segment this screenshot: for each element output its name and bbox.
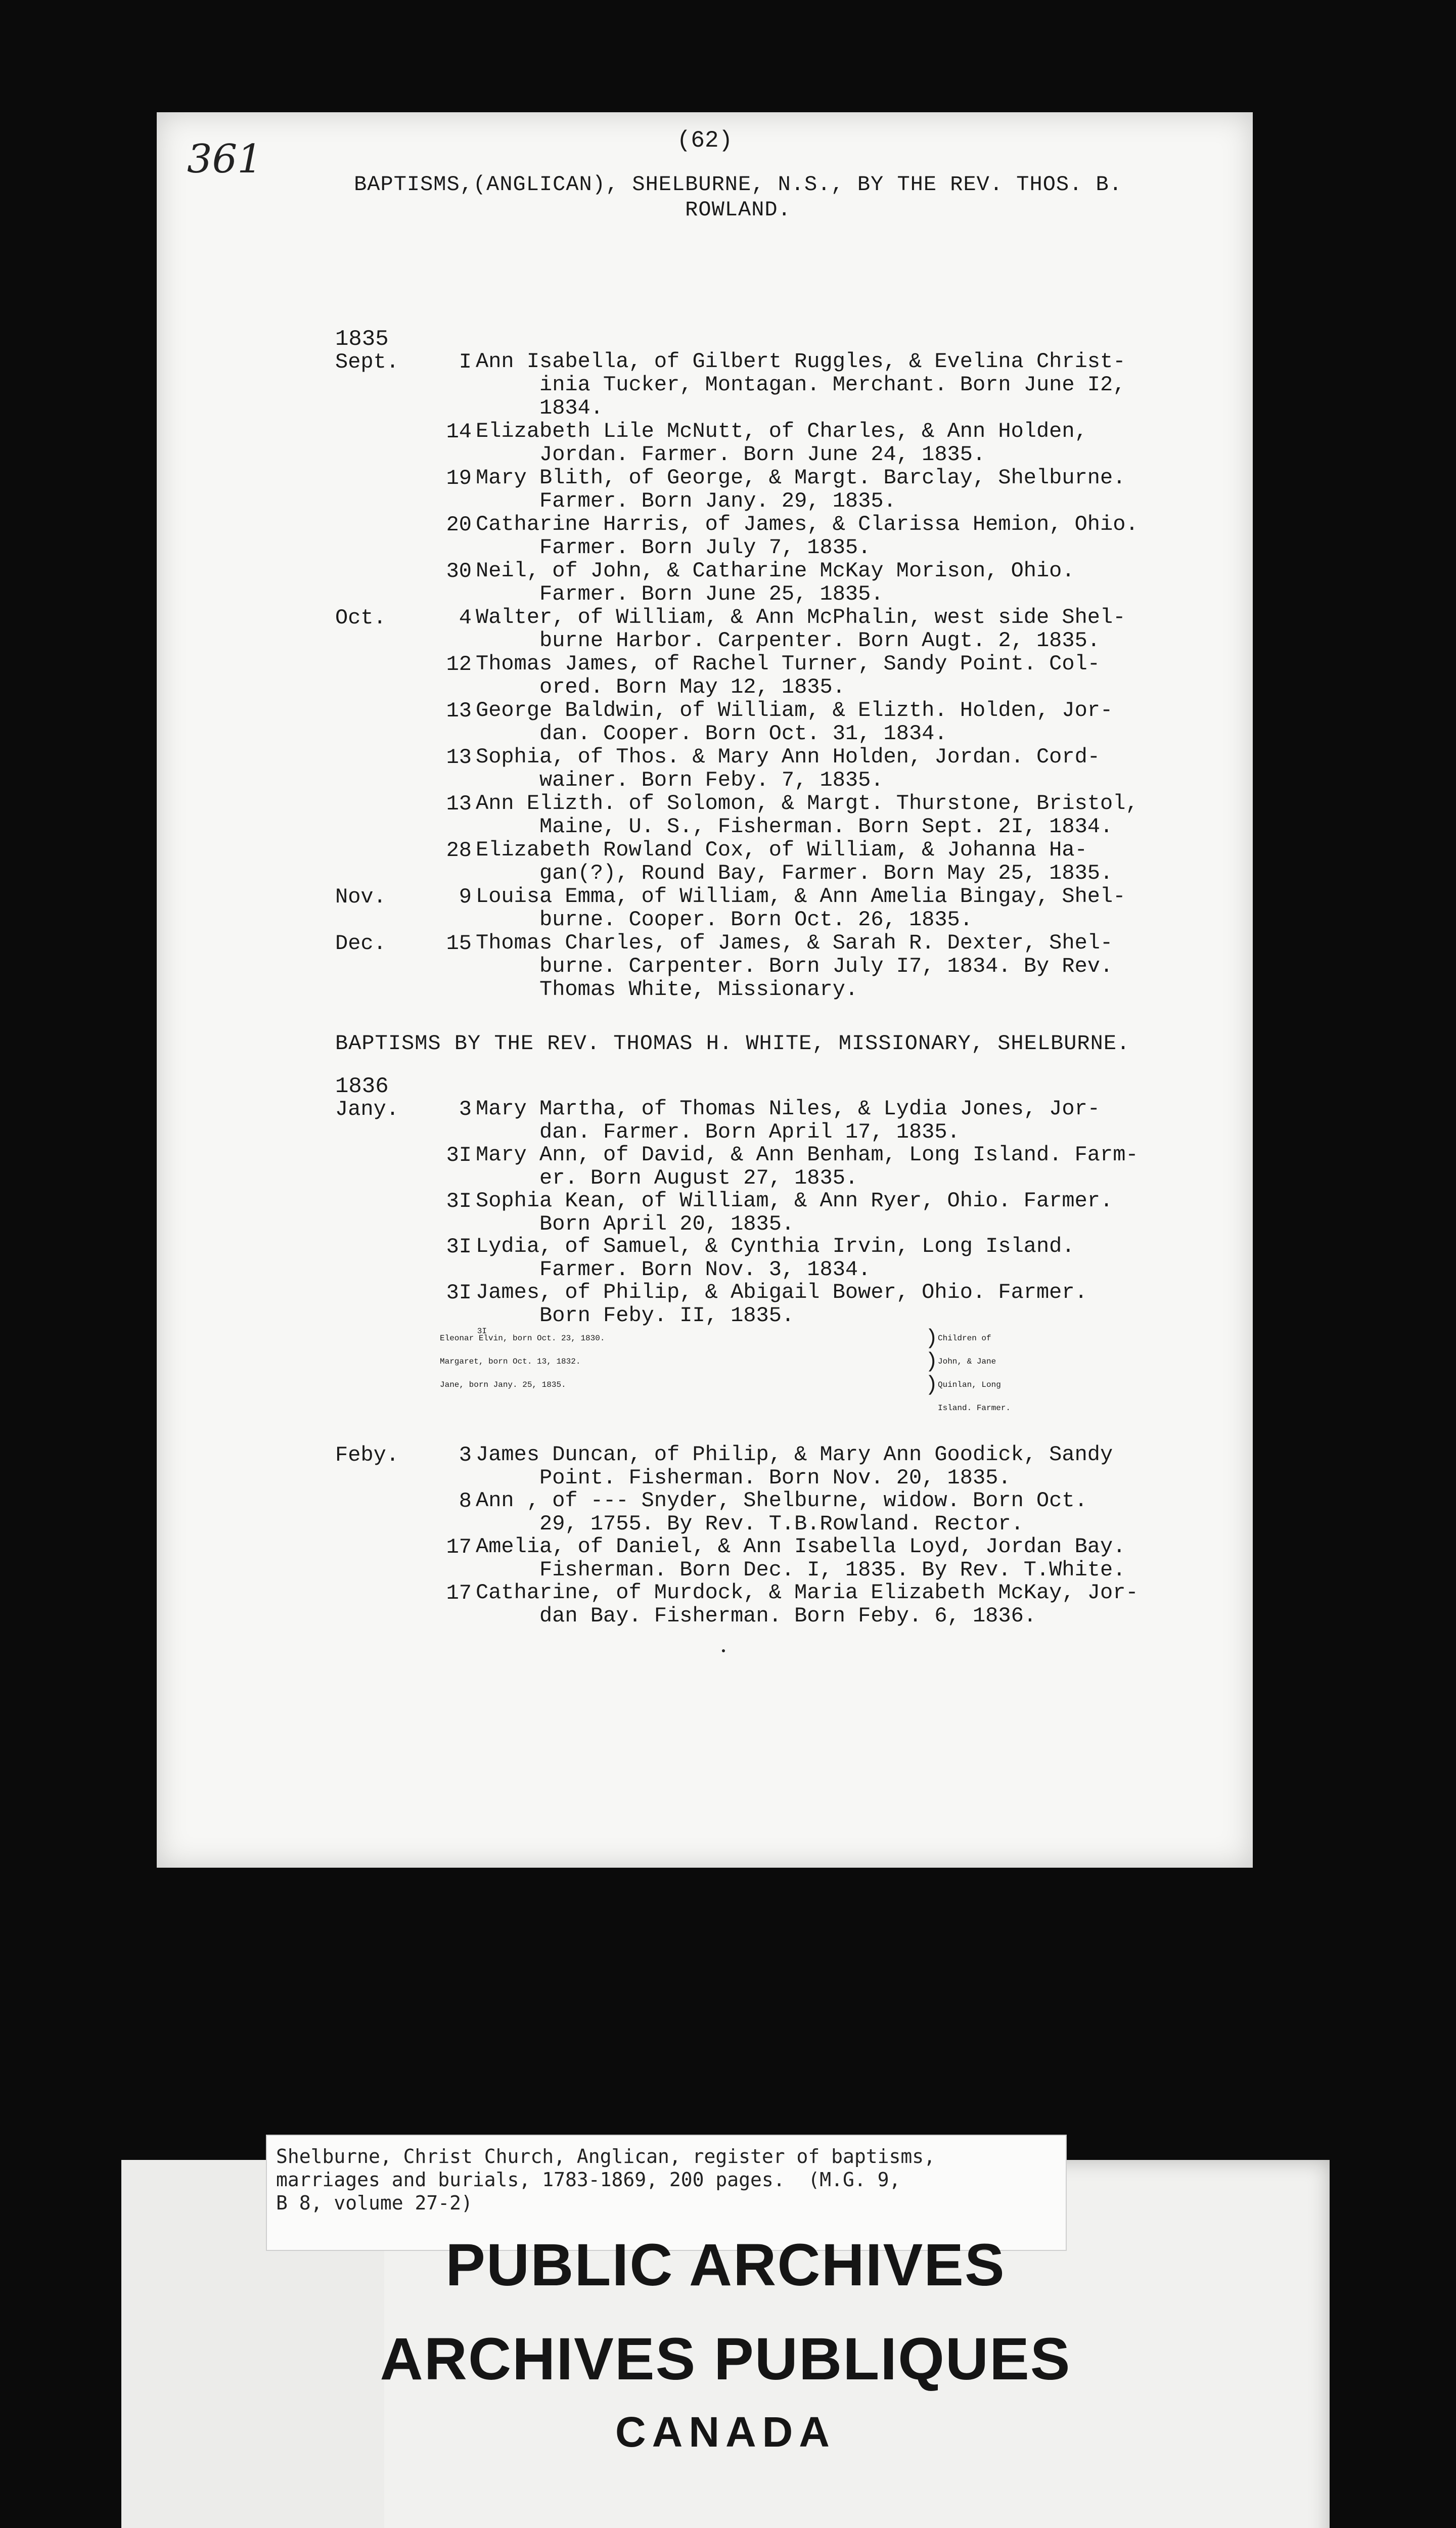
- entry-day: 17: [446, 1535, 472, 1559]
- entry-day: 12: [446, 652, 472, 676]
- page-number: (62): [676, 127, 733, 154]
- entry-day: 30: [446, 559, 472, 583]
- catalog-label: Shelburne, Christ Church, Anglican, register of baptisms, marriages and burials, 1783-1869, 200 pages. (M.G. 9, B 8, volume 27-2): [266, 2135, 1067, 2251]
- entry-text: Thomas James, of Rachel Turner, Sandy Point. Col- ored. Born May 12, 1835.: [476, 652, 1101, 699]
- document-page: [157, 112, 1253, 1868]
- entry-text: Mary Martha, of Thomas Niles, & Lydia Jones, Jor- dan. Farmer. Born April 17, 1835.: [476, 1097, 1101, 1144]
- entry-day: 3I: [446, 1235, 472, 1259]
- archives-title-french: ARCHIVES PUBLIQUES: [380, 2326, 1071, 2392]
- heading-line-2: ROWLAND.: [685, 198, 791, 222]
- entry-text: Thomas Charles, of James, & Sarah R. Dexter, Shel- burne. Carpenter. Born July I7, 1834. By Rev. Thomas White, Missionary.: [476, 931, 1113, 1002]
- archives-country: CANADA: [615, 2408, 836, 2456]
- entry-text: Sophia, of Thos. & Mary Ann Holden, Jordan. Cord- wainer. Born Feby. 7, 1835.: [476, 745, 1101, 792]
- entry-text: Mary Blith, of George, & Margt. Barclay, Shelburne. Farmer. Born Jany. 29, 1835.: [476, 466, 1126, 513]
- entry-text: Ann Isabella, of Gilbert Ruggles, & Evelina Christ- inia Tucker, Montagan. Merchant. Born June I2, 1834.: [476, 349, 1126, 420]
- entry-text: Ann Elizth. of Solomon, & Margt. Thurstone, Bristol, Maine, U. S., Fisherman. Born Sept. 2I, 1834.: [476, 791, 1139, 839]
- entry-text: Mary Ann, of David, & Ann Benham, Long Island. Farm- er. Born August 27, 1835.: [476, 1142, 1139, 1190]
- entry-text: Catharine, of Murdock, & Maria Elizabeth McKay, Jor- dan Bay. Fisherman. Born Feby. 6, 1836.: [476, 1581, 1139, 1628]
- entry-day: 14: [446, 420, 472, 444]
- entry-text: Louisa Emma, of William, & Ann Amelia Bingay, Shel- burne. Cooper. Born Oct. 26, 1835.: [476, 884, 1126, 932]
- entry-day: 17: [446, 1581, 472, 1605]
- entry-text: Amelia, of Daniel, & Ann Isabella Loyd, Jordan Bay. Fisherman. Born Dec. I, 1835. By Rev. T.White.: [476, 1534, 1126, 1582]
- section-heading: BAPTISMS BY THE REV. THOMAS H. WHITE, MISSIONARY, SHELBURNE.: [335, 1031, 1130, 1056]
- entry-text: Elizabeth Lile McNutt, of Charles, & Ann Holden, Jordan. Farmer. Born June 24, 1835.: [476, 419, 1087, 467]
- heading-line-1: BAPTISMS,(ANGLICAN), SHELBURNE, N.S., BY THE REV. THOS. B.: [354, 172, 1122, 197]
- entry-day: 13: [446, 745, 472, 770]
- entry-month: Nov.: [335, 885, 386, 909]
- entry-text: James Duncan, of Philip, & Mary Ann Goodick, Sandy Point. Fisherman. Born Nov. 20, 1835.: [476, 1442, 1113, 1490]
- entry-day: 3: [459, 1443, 472, 1467]
- ink-dot: [722, 1649, 725, 1652]
- entry-text: Neil, of John, & Catharine McKay Morison, Ohio. Farmer. Born June 25, 1835.: [476, 559, 1075, 606]
- entry-day: 4: [459, 606, 472, 630]
- entry-text: Elizabeth Rowland Cox, of William, & Johanna Ha- gan(?), Round Bay, Farmer. Born May 25, 1835.: [476, 838, 1113, 885]
- page-heading: [334, 172, 1143, 222]
- entry-month: Dec.: [335, 931, 386, 956]
- entry-day: 13: [446, 699, 472, 723]
- entry-text: Sophia Kean, of William, & Ann Ryer, Ohio. Farmer. Born April 20, 1835.: [476, 1188, 1113, 1236]
- entry-day: 19: [446, 466, 472, 490]
- entry-text: Catharine Harris, of James, & Clarissa Hemion, Ohio. Farmer. Born July 7, 1835.: [476, 512, 1139, 560]
- entry-day: 28: [446, 838, 472, 863]
- children-note: Children of John, & Jane Quinlan, Long Island. Farmer.: [938, 1334, 1011, 1413]
- entry-text: Lydia, of Samuel, & Cynthia Irvin, Long Island. Farmer. Born Nov. 3, 1834.: [476, 1234, 1075, 1282]
- archives-title-english: PUBLIC ARCHIVES: [445, 2232, 1006, 2298]
- handwritten-ref-number: 361: [187, 137, 262, 182]
- entry-month: Oct.: [335, 606, 386, 630]
- entry-month: Jany.: [335, 1097, 399, 1121]
- entry-day: 3I: [446, 1143, 472, 1167]
- entry-text: Walter, of William, & Ann McPhalin, west side Shel- burne Harbor. Carpenter. Born Augt. 2, 1835.: [476, 605, 1126, 653]
- entry-day: 3: [459, 1097, 472, 1121]
- entry-day: 13: [446, 792, 472, 816]
- entry-day: 3I: [477, 1327, 487, 1336]
- entry-day: 8: [459, 1489, 472, 1513]
- year-1836: 1836: [335, 1074, 389, 1099]
- brace-marks: ) ) ): [925, 1326, 938, 1397]
- entry-text: George Baldwin, of William, & Elizth. Holden, Jor- dan. Cooper. Born Oct. 31, 1834.: [476, 698, 1113, 746]
- entry-text: James, of Philip, & Abigail Bower, Ohio. Farmer. Born Feby. II, 1835.: [476, 1280, 1087, 1328]
- entry-day: 3I: [446, 1189, 472, 1213]
- entry-day: I: [459, 350, 472, 374]
- entry-month: Sept.: [335, 350, 399, 374]
- year-1835: 1835: [335, 327, 389, 352]
- entry-day: 3I: [446, 1281, 472, 1305]
- entry-day: 15: [446, 931, 472, 956]
- entry-day: 9: [459, 885, 472, 909]
- entry-month: Feby.: [335, 1443, 399, 1467]
- entry-text: Ann , of --- Snyder, Shelburne, widow. Born Oct. 29, 1755. By Rev. T.B.Rowland. Rector.: [476, 1488, 1087, 1536]
- children-list: Eleonar Elvin, born Oct. 23, 1830. Margaret, born Oct. 13, 1832. Jane, born Jany. 25, 1835.: [440, 1334, 605, 1389]
- entry-day: 20: [446, 513, 472, 537]
